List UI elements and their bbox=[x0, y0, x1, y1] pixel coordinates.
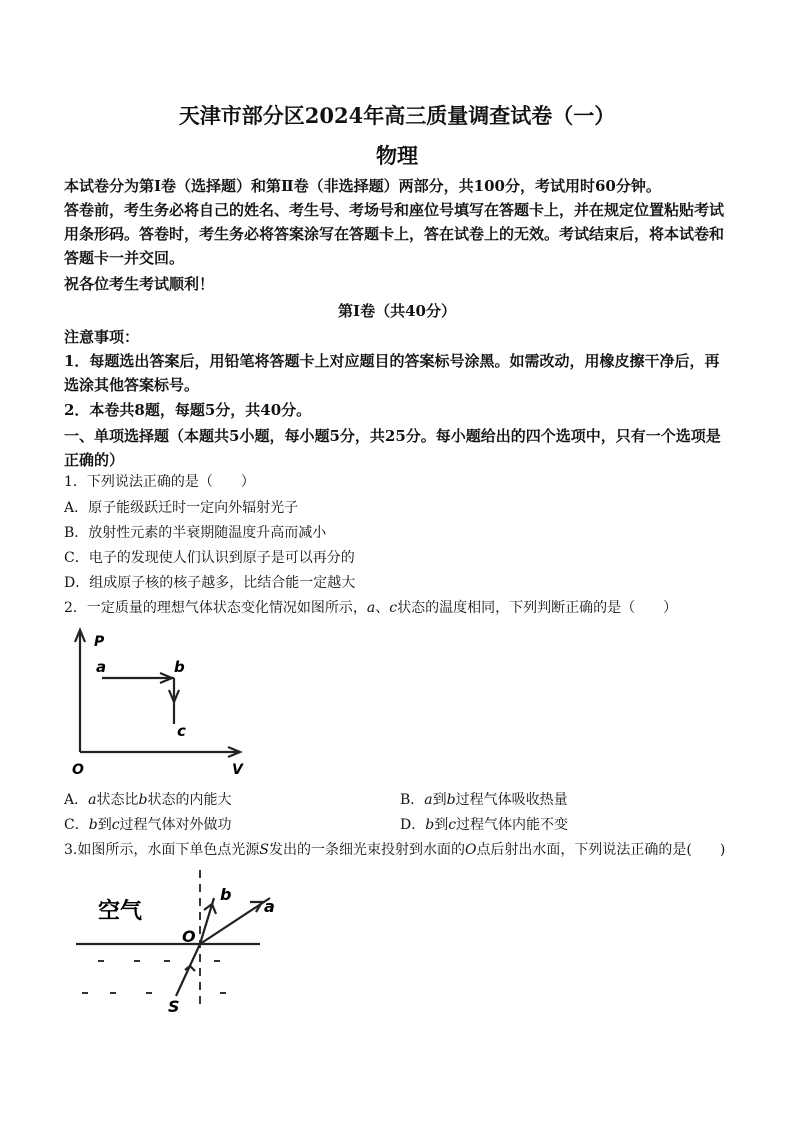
q1-option-d: D．组成原子核的核子越多，比结合能一定越大 bbox=[64, 575, 356, 591]
notice-item-2: 2．本卷共8题，每题5分，共40分。 bbox=[64, 401, 312, 419]
state-b-label: b bbox=[174, 658, 185, 676]
water-dashes bbox=[82, 960, 226, 994]
exam-subject: 物理 bbox=[376, 143, 418, 168]
pv-graph bbox=[64, 624, 254, 784]
section-heading: 第Ⅰ卷（共40分） bbox=[338, 302, 456, 320]
notice-title: 注意事项： bbox=[64, 328, 140, 346]
air-label: 空气 bbox=[98, 899, 143, 924]
notice-item-1: 1．每题选出答案后，用铅笔将答题卡上对应题目的答案标号涂黑。如需改动，用橡皮擦干净后，再选涂其他答案标号。 bbox=[64, 352, 720, 394]
exam-title: 天津市部分区2024年高三质量调查试卷（一） bbox=[178, 103, 616, 128]
point-o-label: O bbox=[182, 927, 196, 946]
q3-stem: 3.如图所示，水面下单色点光源S发出的一条细光束投射到水面的O点后射出水面，下列说法正确的是( ) bbox=[64, 842, 726, 858]
state-c-label: c bbox=[177, 722, 186, 740]
ray-b-label: b bbox=[220, 885, 232, 904]
state-a-label: a bbox=[96, 658, 107, 676]
intro-paragraph-1: 本试卷分为第Ⅰ卷（选择题）和第Ⅱ卷（非选择题）两部分，共100分，考试用时60分钟。 bbox=[64, 177, 661, 195]
origin-label: O bbox=[72, 762, 84, 778]
source-s-label: S bbox=[168, 997, 180, 1014]
incident-ray bbox=[176, 944, 200, 996]
q1-option-b: B．放射性元素的半衰期随温度升高而减小 bbox=[64, 525, 327, 541]
refraction-figure bbox=[64, 864, 284, 1014]
q1-option-a: A．原子能级跃迁时一定向外辐射光子 bbox=[64, 500, 299, 516]
q2-option-c: C．b到c过程气体对外做功 bbox=[64, 817, 232, 833]
v-axis-label: V bbox=[232, 762, 243, 778]
q2-stem: 2．一定质量的理想气体状态变化情况如图所示，a、c状态的温度相同，下列判断正确的是（ ） bbox=[64, 600, 678, 616]
intro-paragraph-3: 祝各位考生考试顺利！ bbox=[64, 275, 215, 293]
q2-option-b: B．a到b过程气体吸收热量 bbox=[400, 792, 568, 808]
part-heading: 一、单项选择题（本题共5小题，每小题5分，共25分。每小题给出的四个选项中，只有一个选项是正确的） bbox=[64, 427, 721, 469]
q2-option-d: D．b到c过程气体内能不变 bbox=[400, 817, 569, 833]
ray-a-label: a bbox=[264, 897, 275, 916]
q1-option-c: C．电子的发现使人们认识到原子是可以再分的 bbox=[64, 550, 355, 566]
q2-option-a: A．a状态比b状态的内能大 bbox=[64, 792, 232, 808]
q1-stem: 1．下列说法正确的是（ ） bbox=[64, 474, 255, 490]
intro-paragraph-2: 答卷前，考生务必将自己的姓名、考生号、考场号和座位号填写在答题卡上，并在规定位置粘贴考试用条形码。答卷时，考生务必将答案涂写在答题卡上，答在试卷上的无效。考试结束后，将本试卷和答题卡一并交回。 bbox=[64, 201, 725, 267]
p-axis-label: P bbox=[94, 634, 105, 650]
incident-ray-arrow bbox=[185, 966, 195, 971]
